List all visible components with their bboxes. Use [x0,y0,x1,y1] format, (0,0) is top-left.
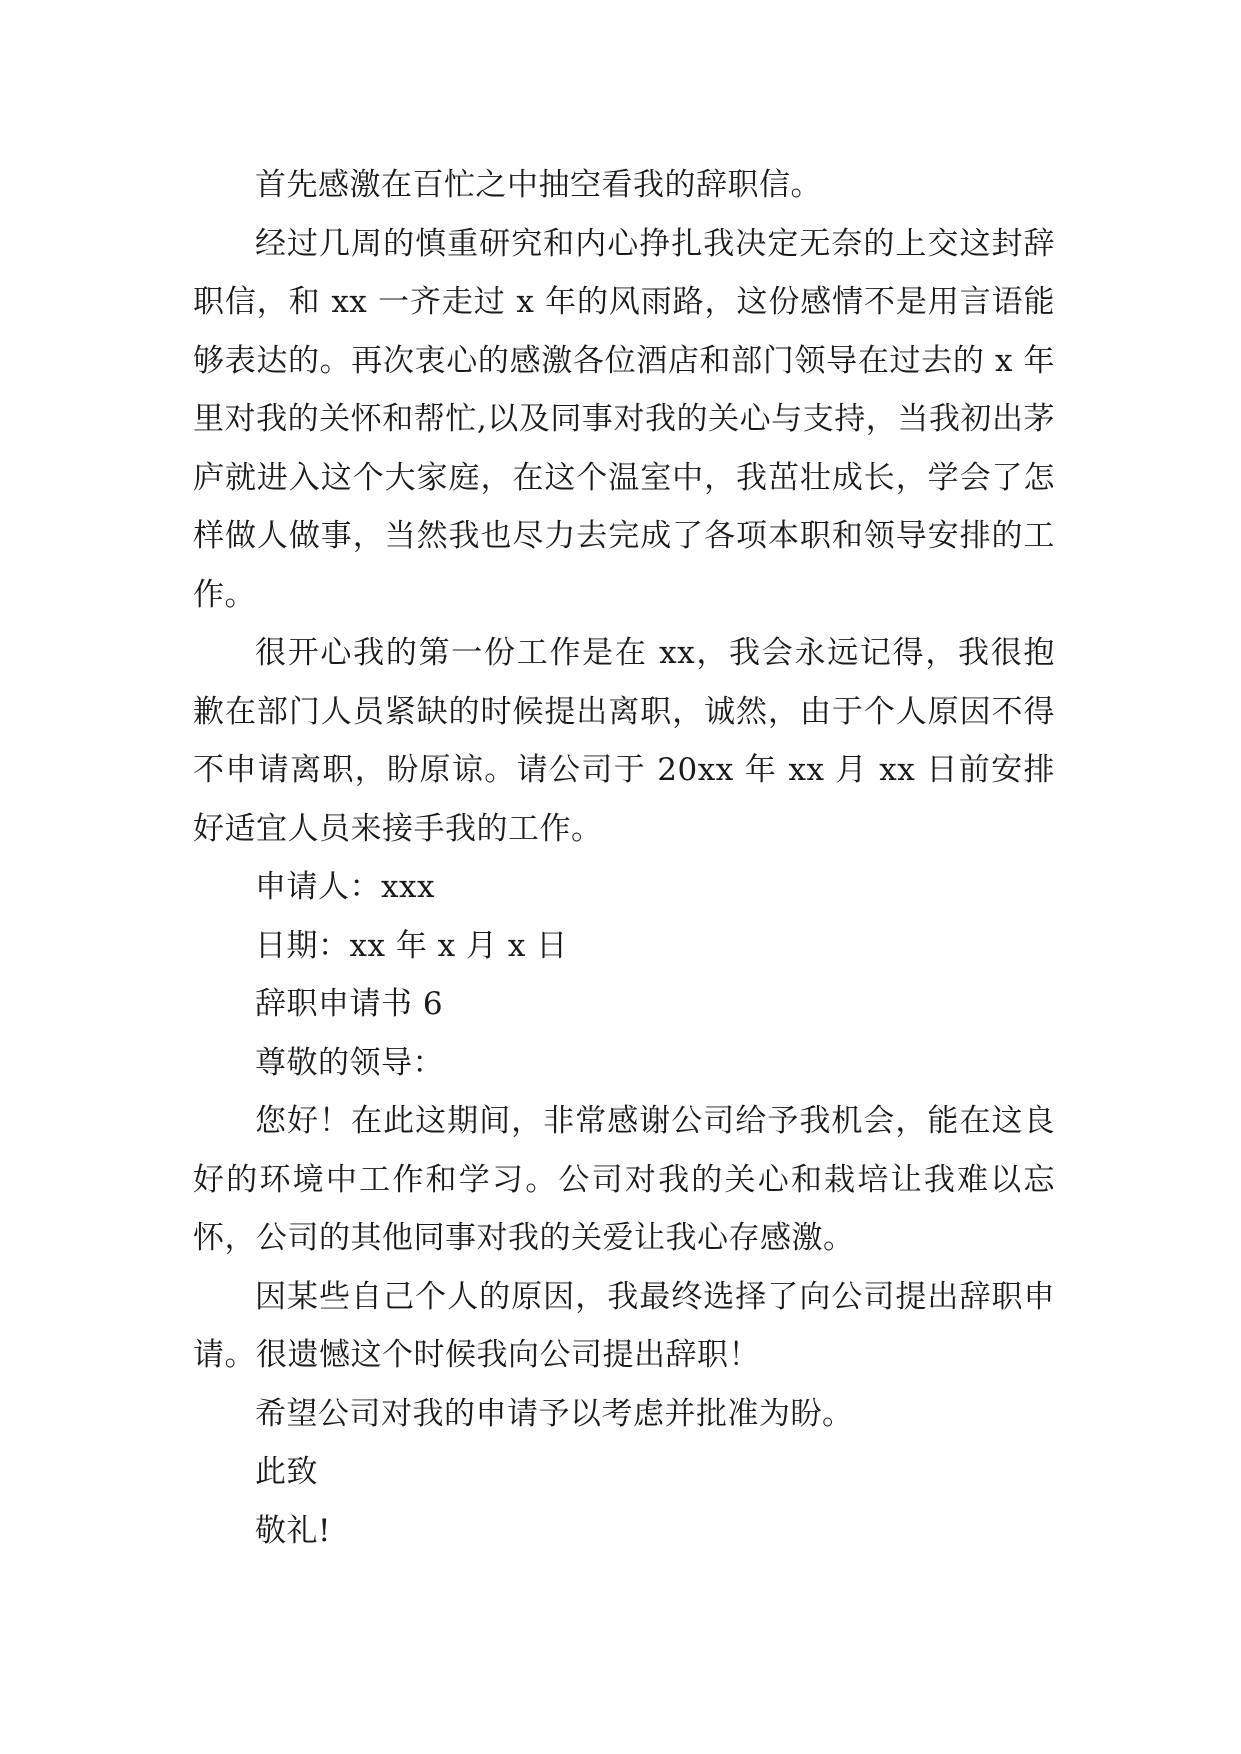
salutation: 尊敬的领导： [255,1044,444,1081]
paragraph-hope: 希望公司对我的申请予以考虑并批准为盼。 [255,1395,854,1432]
paragraph-opening-thanks: 首先感激在百忙之中抽空看我的辞职信。 [255,167,822,203]
closing-line-1: 此致 [255,1454,318,1490]
section-title: 辞职申请书 6 [255,986,444,1022]
date-line: 日期：xx 年 x 月 x 日 [255,927,568,964]
paragraph-reason: 因某些自己个人的原因，我最终选择了向公司提出辞职申请。很遗憾这个时候我向公司提出辞职！ [193,1278,1055,1373]
paragraph-reflection: 经过几周的慎重研究和内心挣扎我决定无奈的上交这封辞职信，和 xx 一齐走过 x 年的风雨路，这份感情不是用言语能够表达的。再次衷心的感激各位酒店和部门领导在过去的 x 年里对我的关怀和帮忙,以及同事对我的关心与支持，当我初出茅庐就进入这个大家庭，在这个温室中，我茁壮成长，学会了怎样做人做事，当然我也尽力去完成了各项本职和领导安排的工作。 [193,225,1055,613]
document-page [193,156,1055,1560]
applicant-line: 申请人：xxx [255,869,435,905]
paragraph-greeting: 您好！在此这期间，非常感谢公司给予我机会，能在这良好的环境中工作和学习。公司对我的关心和栽培让我难以忘怀，公司的其他同事对我的关爱让我心存感激。 [193,1103,1055,1256]
paragraph-resignation-request: 很开心我的第一份工作是在 xx，我会永远记得，我很抱歉在部门人员紧缺的时候提出离职，诚然，由于个人原因不得不申请离职，盼原谅。请公司于 20xx 年 xx 月 xx 日前安排好适宜人员来接手我的工作。 [193,635,1055,847]
closing-line-2: 敬礼! [255,1512,331,1549]
